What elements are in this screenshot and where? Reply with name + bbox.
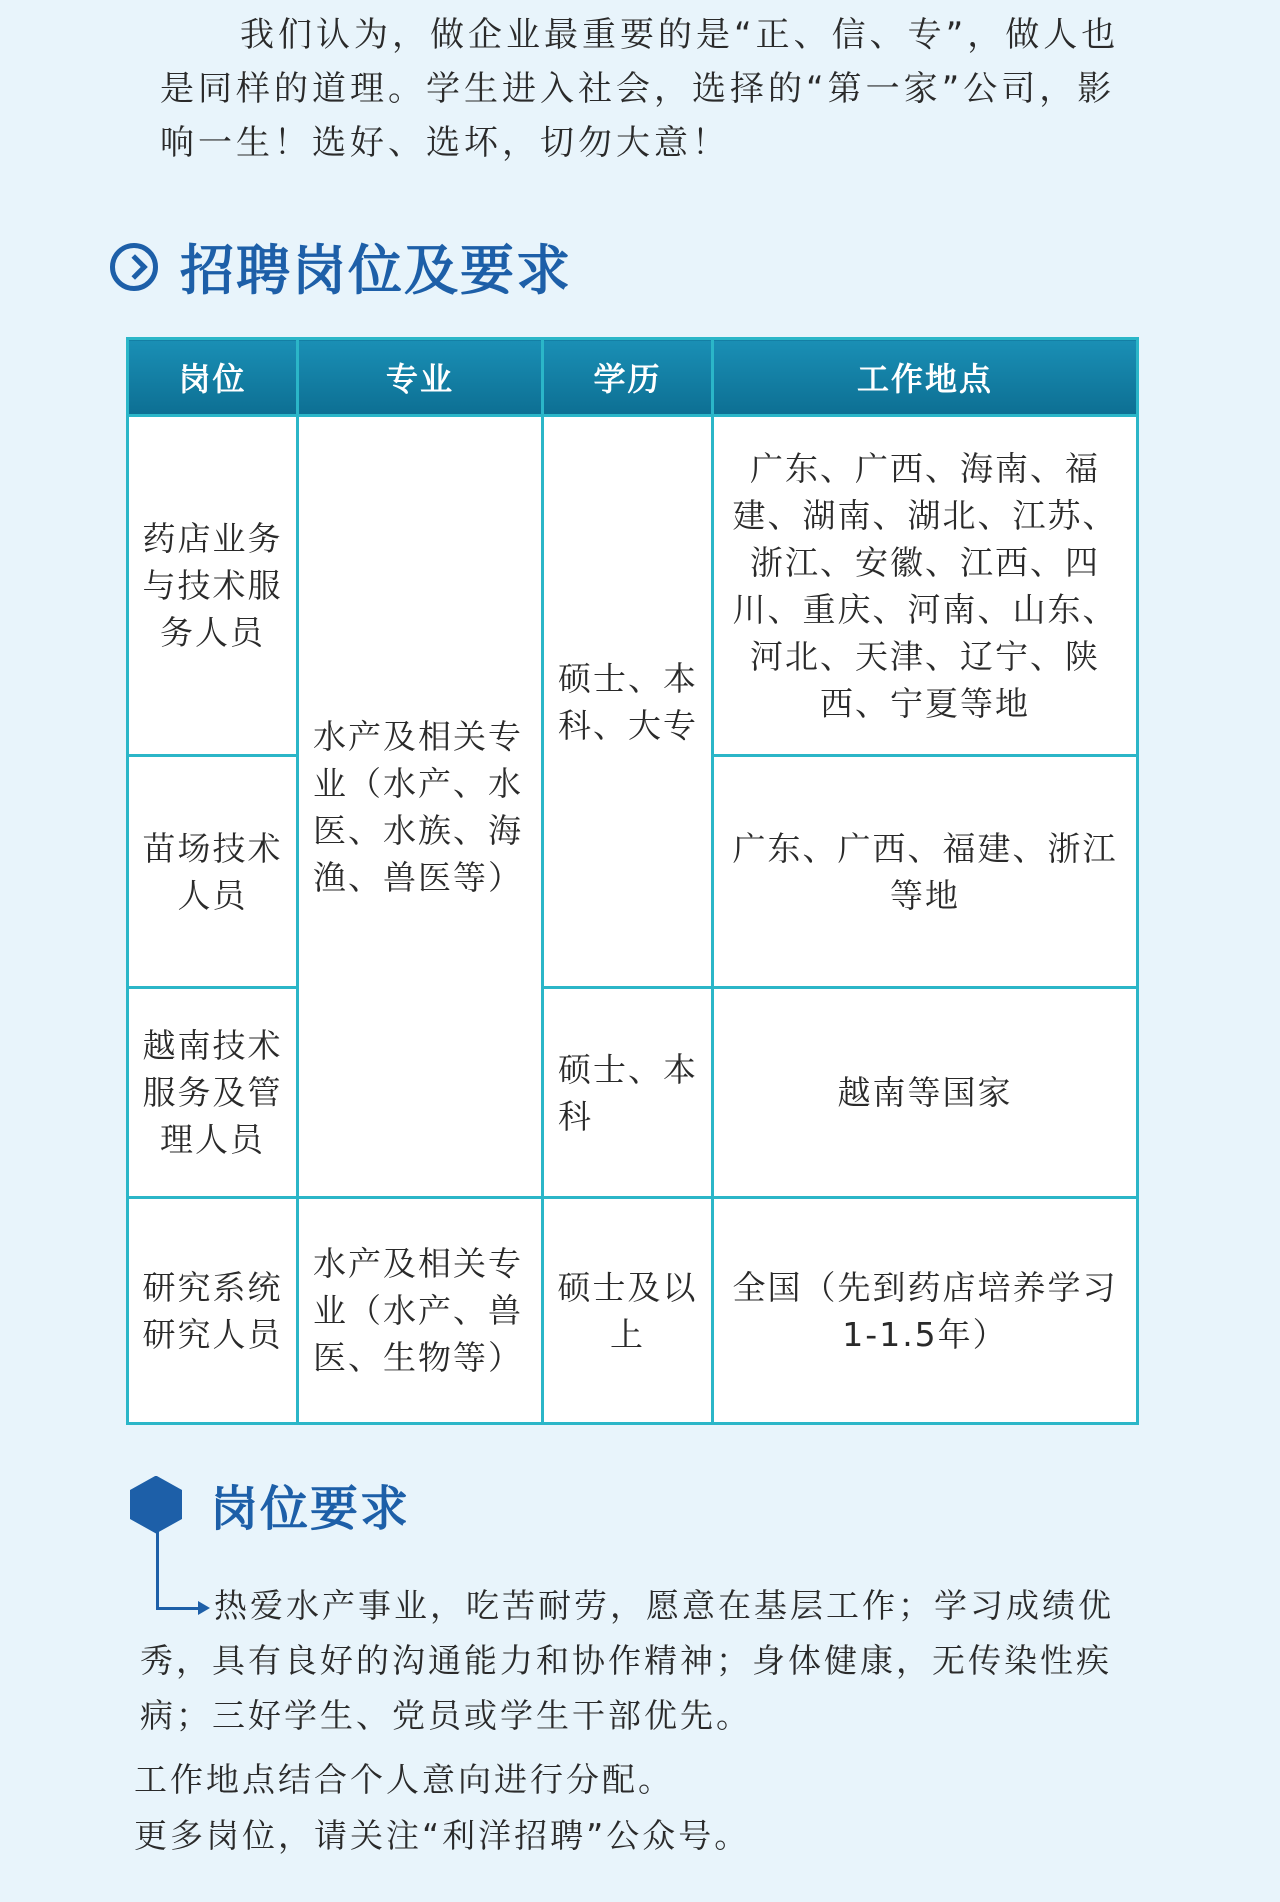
- table-row: [128, 988, 1138, 1198]
- header-major: 专业: [298, 339, 543, 416]
- cell-location: 越南等国家: [713, 988, 1138, 1198]
- cell-position: 研究系统研究人员: [128, 1198, 298, 1424]
- requirements-section: [130, 1470, 1150, 1735]
- requirements-text: 热爱水产事业，吃苦耐劳，愿意在基层工作；学习成绩优秀，具有良好的沟通能力和协作精神；身体健康，无传染性疾病；三好学生、党员或学生干部优先。: [140, 1586, 1114, 1735]
- note-line: 更多岗位，请关注“利洋招聘”公众号。: [134, 1816, 751, 1855]
- cell-location: 广东、广西、福建、浙江等地: [713, 756, 1138, 988]
- chevron-right-circle-icon: [110, 243, 158, 291]
- cell-major: 水产及相关专业（水产、兽医、生物等）: [298, 1198, 543, 1424]
- cell-position: 药店业务与技术服务人员: [128, 416, 298, 756]
- intro-paragraph: 我们认为，做企业最重要的是“正、信、专”，做人也是同样的道理。学生进入社会，选择的“第一家”公司，影响一生！选好、选坏，切勿大意！: [160, 15, 1120, 163]
- cell-location: 广东、广西、海南、福建、湖南、湖北、江苏、浙江、安徽、江西、四川、重庆、河南、山东、河北、天津、辽宁、陕西、宁夏等地: [713, 416, 1138, 756]
- requirements-title: 岗位要求: [210, 1481, 411, 1537]
- header-position: 岗位: [128, 339, 298, 416]
- cell-position: 苗场技术人员: [128, 756, 298, 988]
- positions-table: [126, 337, 1139, 1425]
- header-location: 工作地点: [713, 339, 1138, 416]
- table-row: [128, 1198, 1138, 1424]
- table-row: [128, 416, 1138, 756]
- cell-education: 硕士、本科: [543, 988, 713, 1198]
- header-education: 学历: [543, 339, 713, 416]
- section-title: [110, 228, 572, 305]
- cell-education: 硕士、本科、大专: [543, 416, 713, 988]
- cell-education: 硕士及以上: [543, 1198, 713, 1424]
- cell-position: 越南技术服务及管理人员: [128, 988, 298, 1198]
- cell-major: 水产及相关专业（水产、水医、水族、海渔、兽医等）: [298, 416, 543, 1198]
- hexagon-icon: [130, 1476, 182, 1534]
- cell-location: 全国（先到药店培养学习1-1.5年）: [713, 1198, 1138, 1424]
- note-line: 工作地点结合个人意向进行分配。: [134, 1760, 674, 1799]
- notes: [134, 1752, 750, 1864]
- requirements-header: [130, 1470, 1150, 1539]
- section-title-text: 招聘岗位及要求: [180, 239, 572, 302]
- table-header-row: [128, 339, 1138, 416]
